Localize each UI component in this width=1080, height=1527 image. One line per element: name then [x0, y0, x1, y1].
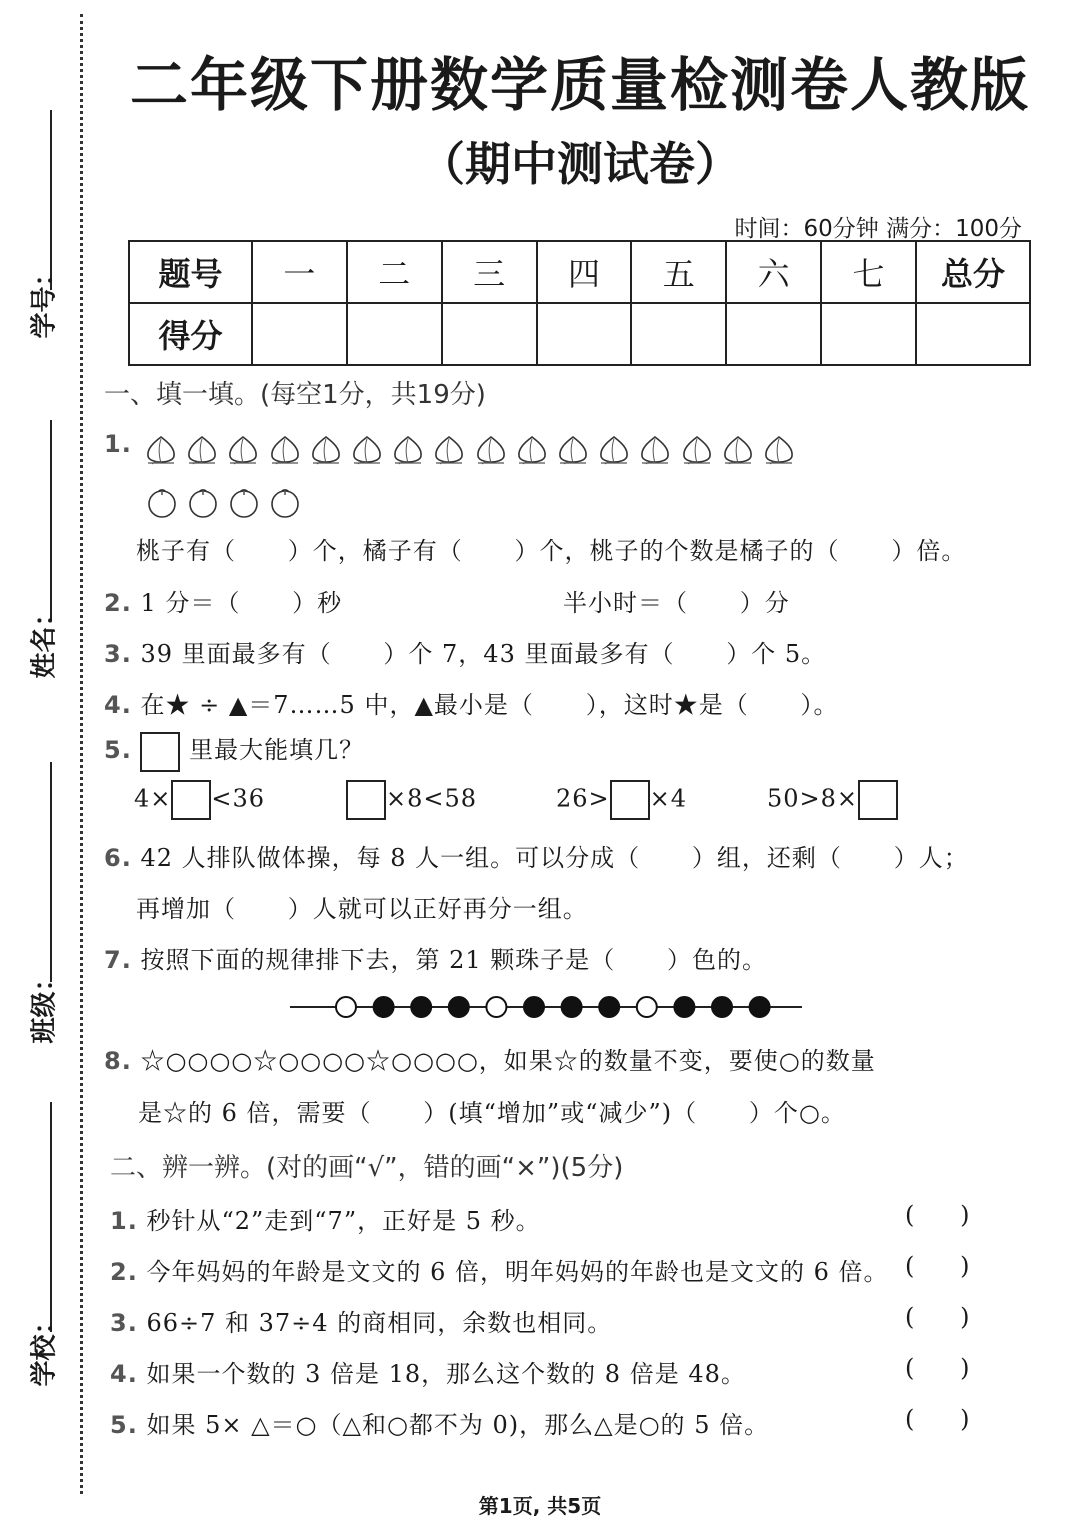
- score-table-header-row: [129, 241, 1030, 303]
- name-line: [50, 420, 52, 620]
- page-title: 二年级下册数学质量检测卷人教版: [130, 51, 1031, 119]
- school-line: [50, 1102, 52, 1332]
- class-label: 班级：: [29, 965, 60, 1044]
- peach-icon: [185, 434, 219, 468]
- peach-icon: [597, 434, 631, 468]
- school-label: 学校：: [29, 1308, 60, 1387]
- answer-box[interactable]: [610, 780, 650, 820]
- q6-line2: 再增加（ ）人就可以正好再分一组。: [136, 895, 588, 923]
- black-bead: [712, 997, 732, 1017]
- peach-icon: [515, 434, 549, 468]
- peach-icon: [309, 434, 343, 468]
- score-header-cell: 四: [537, 241, 632, 303]
- black-bead: [449, 997, 469, 1017]
- white-bead: [637, 997, 657, 1017]
- black-bead: [524, 997, 544, 1017]
- peach-icon: [556, 434, 590, 468]
- black-bead: [374, 997, 394, 1017]
- score-header-cell: 总分: [916, 241, 1030, 303]
- section1-heading: 一、填一填。(每空1分，共19分): [104, 380, 486, 410]
- score-table: [128, 240, 1031, 366]
- orange-icon: [269, 486, 301, 518]
- judge-item: 5. 如果 5× △＝○（△和○都不为 0)，那么△是○的 5 倍。: [110, 1411, 770, 1439]
- judge-item: 4. 如果一个数的 3 倍是 18，那么这个数的 8 倍是 48。: [110, 1360, 746, 1388]
- judge-item: 3. 66÷7 和 37÷4 的商相同，余数也相同。: [110, 1309, 613, 1337]
- score-cell[interactable]: [537, 303, 632, 365]
- score-cell[interactable]: [821, 303, 916, 365]
- q4: 4. 在★ ÷ ▲＝7……5 中，▲最小是（ ），这时★是（ ）。: [104, 691, 839, 719]
- score-cell[interactable]: [916, 303, 1030, 365]
- section2-heading: 二、辨一辨。(对的画“√”，错的画“×”)(5分): [110, 1153, 624, 1183]
- orange-icon: [187, 486, 219, 518]
- peach-icon: [474, 434, 508, 468]
- time-info: 时间：60分钟 满分：100分: [734, 216, 1022, 242]
- q5-expr-3: 26> ×4: [556, 780, 687, 820]
- page-footer: 第1页, 共5页: [478, 1494, 602, 1518]
- q8-line1: 8. ☆○○○○☆○○○○☆○○○○，如果☆的数量不变，要使○的数量: [104, 1047, 876, 1075]
- white-bead: [486, 997, 506, 1017]
- orange-icon: [146, 486, 178, 518]
- score-table-score-row: [129, 303, 1030, 365]
- student-no-label: 学号：: [29, 260, 60, 339]
- peach-icon: [721, 434, 755, 468]
- peach-icon: [350, 434, 384, 468]
- score-cell[interactable]: [347, 303, 442, 365]
- q3: 3. 39 里面最多有（ ）个 7，43 里面最多有（ ）个 5。: [104, 640, 827, 668]
- score-header-cell: 三: [442, 241, 537, 303]
- score-cell[interactable]: [442, 303, 537, 365]
- answer-parentheses[interactable]: ( ): [905, 1252, 970, 1280]
- score-header-cell: 二: [347, 241, 442, 303]
- judge-item: 2. 今年妈妈的年龄是文文的 6 倍，明年妈妈的年龄也是文文的 6 倍。: [110, 1258, 889, 1286]
- q5-expr-1: 4× <36: [134, 780, 265, 820]
- q5: 5. 里最大能填几？: [104, 730, 364, 772]
- peach-icon: [638, 434, 672, 468]
- answer-box[interactable]: [171, 780, 211, 820]
- q5-expr-4: 50>8×: [767, 780, 898, 820]
- answer-box[interactable]: [140, 732, 180, 772]
- score-header-cell: 一: [252, 241, 347, 303]
- name-label: 姓名：: [29, 600, 60, 679]
- peach-icon: [226, 434, 260, 468]
- peach-icon: [391, 434, 425, 468]
- bead-string: [290, 990, 805, 1024]
- answer-box[interactable]: [858, 780, 898, 820]
- binding-dotted-line: [80, 14, 83, 1494]
- score-row-label: 得分: [129, 303, 252, 365]
- score-header-cell: 六: [726, 241, 821, 303]
- black-bead: [750, 997, 770, 1017]
- peach-icon: [762, 434, 796, 468]
- black-bead: [562, 997, 582, 1017]
- answer-parentheses[interactable]: ( ): [905, 1354, 970, 1382]
- page-subtitle: （期中测试卷）: [419, 137, 741, 191]
- white-bead: [336, 997, 356, 1017]
- q6-line1: 6. 42 人排队做体操，每 8 人一组。可以分成（ ）组，还剩（ ）人；: [104, 844, 969, 872]
- score-cell[interactable]: [631, 303, 726, 365]
- q1-number: 1.: [104, 430, 132, 458]
- black-bead: [411, 997, 431, 1017]
- score-header-cell: 五: [631, 241, 726, 303]
- q2-b: 半小时＝（ ）分: [563, 589, 790, 617]
- answer-parentheses[interactable]: ( ): [905, 1303, 970, 1331]
- q7: 7. 按照下面的规律排下去，第 21 颗珠子是（ ）色的。: [104, 946, 768, 974]
- orange-icon: [228, 486, 260, 518]
- score-header-cell: 七: [821, 241, 916, 303]
- answer-parentheses[interactable]: ( ): [905, 1201, 970, 1229]
- peach-icon: [268, 434, 302, 468]
- black-bead: [599, 997, 619, 1017]
- class-line: [50, 762, 52, 982]
- answer-parentheses[interactable]: ( ): [905, 1405, 970, 1433]
- peach-icon: [680, 434, 714, 468]
- peach-icon: [144, 434, 178, 468]
- judge-item: 1. 秒针从“2”走到“7”，正好是 5 秒。: [110, 1207, 541, 1235]
- answer-box[interactable]: [346, 780, 386, 820]
- q1-text: 桃子有（ ）个，橘子有（ ）个，桃子的个数是橘子的（ ）倍。: [136, 537, 967, 565]
- q2-a: 2. 1 分＝（ ）秒: [104, 589, 343, 617]
- score-cell[interactable]: [726, 303, 821, 365]
- peach-icon: [432, 434, 466, 468]
- score-cell[interactable]: [252, 303, 347, 365]
- score-header-cell: 题号: [129, 241, 252, 303]
- q8-line2: 是☆的 6 倍，需要（ ）(填“增加”或“减少”)（ ）个○。: [138, 1099, 846, 1127]
- black-bead: [674, 997, 694, 1017]
- q5-expr-2: ×8<58: [346, 780, 477, 820]
